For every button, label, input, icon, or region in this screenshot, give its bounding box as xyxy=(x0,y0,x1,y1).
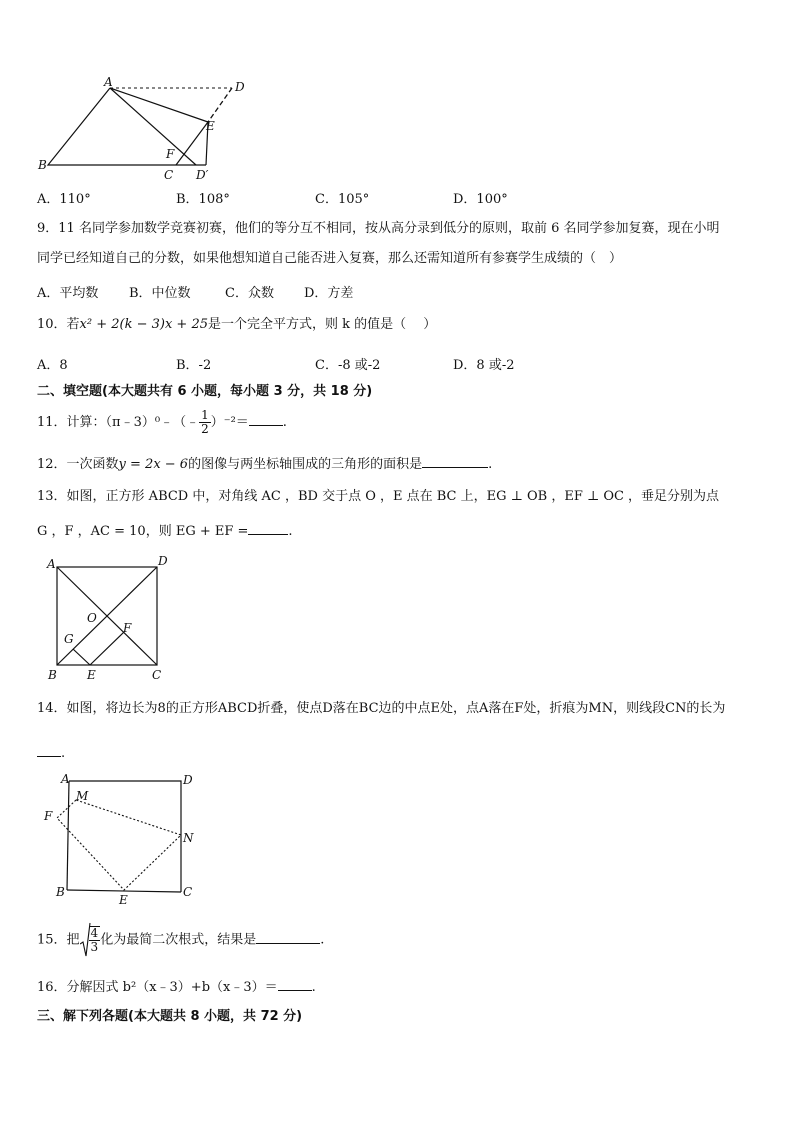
square-left xyxy=(67,781,69,890)
q9-option-c: C．众数 xyxy=(225,286,274,301)
q12-prefix: 12．一次函数 xyxy=(37,457,119,472)
label-b: B xyxy=(48,668,57,682)
label-b: B xyxy=(56,885,65,899)
q8-figure xyxy=(30,76,260,186)
label-a: A xyxy=(47,557,56,571)
q8-option-d: D．100° xyxy=(453,192,508,207)
radical-sign-icon xyxy=(80,922,91,958)
label-c: C xyxy=(164,168,174,182)
ce-line xyxy=(176,122,208,165)
label-f: F xyxy=(44,809,53,823)
folded-quadrilateral xyxy=(57,800,181,890)
q9-option-a: A．平均数 xyxy=(37,286,99,301)
q12-line xyxy=(37,453,492,474)
section-3-heading: 三、解下列各题(本大题共 8 小题，共 72 分) xyxy=(37,1009,303,1024)
label-c: C xyxy=(152,668,162,682)
section-2-heading: 二、填空题(本大题共有 6 小题，每小题 3 分，共 18 分) xyxy=(37,384,373,399)
q12-expression: y = 2x − 6 xyxy=(118,457,189,472)
q14-end: . xyxy=(61,746,66,761)
q10-expression: x² + 2(k − 3)x + 25 xyxy=(79,317,208,332)
de-dashed-line xyxy=(208,88,232,122)
q16-text: 16．分解因式 b²（x﹣3）+b（x﹣3）＝ xyxy=(37,980,278,995)
q10-suffix: 是一个完全平方式，则 k 的值是（ ） xyxy=(208,317,437,332)
label-f: F xyxy=(123,621,132,635)
q13-figure xyxy=(40,555,175,685)
ad-prime-line xyxy=(110,88,196,165)
q8-option-a: A．110° xyxy=(37,192,91,207)
q16-line xyxy=(37,976,316,997)
q8-option-c: C．105° xyxy=(315,192,370,207)
q15-answer-blank[interactable] xyxy=(256,929,320,944)
q13-line1: 13．如图，正方形 ABCD 中，对角线 AC ，BD 交于点 O ，E 点在 BC 上，EG ⊥ OB ，EF ⊥ OC ，垂足分别为点 xyxy=(37,489,720,504)
q15-radical xyxy=(80,922,101,958)
q10-line xyxy=(37,316,436,334)
segment-ef xyxy=(90,632,124,665)
q14-answer-blank[interactable] xyxy=(37,742,61,757)
ae-line xyxy=(110,88,208,122)
q9-line1: 9．11 名同学参加数学竞赛初赛，他们的等分互不相同，按从高分录到低分的原则，取前 6 名同学参加复赛，现在小明 xyxy=(37,221,720,236)
q10-option-b: B．-2 xyxy=(176,358,212,373)
label-o: O xyxy=(87,611,97,625)
q9-line2: 同学已经知道自己的分数，如果他想知道自己能否进入复赛，那么还需知道所有参赛学生成绩的（ ） xyxy=(37,251,623,266)
q11-line xyxy=(37,409,287,437)
q11-end: . xyxy=(282,415,287,430)
q12-answer-blank[interactable] xyxy=(422,453,488,468)
label-d: D xyxy=(183,773,193,787)
label-b: B xyxy=(38,158,47,172)
q14-line1: 14．如图，将边长为8的正方形ABCD折叠，使点D落在BC边的中点E处，点A落在F处，折痕为MN，则线段CN的长为 xyxy=(37,701,726,716)
q13-line2 xyxy=(37,520,293,541)
q16-answer-blank[interactable] xyxy=(278,976,312,991)
q11-prefix: 11．计算：（π﹣3）⁰﹣（﹣ xyxy=(37,415,200,430)
label-a: A xyxy=(104,76,113,89)
q8-option-b: B．108° xyxy=(176,192,230,207)
q10-option-d: D．8 或-2 xyxy=(453,358,515,373)
q15-prefix: 15．把 xyxy=(37,932,80,948)
q15-numerator: 4 xyxy=(90,925,99,940)
q13-end: . xyxy=(288,524,293,539)
q15-denominator: 3 xyxy=(90,939,99,954)
q10-option-a: A．8 xyxy=(37,358,68,373)
q11-answer-blank[interactable] xyxy=(249,411,283,426)
label-e: E xyxy=(119,893,128,907)
q10-option-c: C．-8 或-2 xyxy=(315,358,381,373)
q15-end: . xyxy=(320,932,325,948)
label-m: M xyxy=(76,789,89,803)
label-d-prime: D′ xyxy=(196,168,209,182)
label-f: F xyxy=(166,147,175,161)
q11-suffix: ）⁻²＝ xyxy=(210,415,249,430)
q14-line2 xyxy=(37,742,65,763)
label-d: D xyxy=(158,555,168,568)
label-e: E xyxy=(206,119,215,133)
q12-end: . xyxy=(488,457,493,472)
q15-line xyxy=(37,922,324,962)
q11-numerator: 1 xyxy=(201,408,209,422)
q16-end: . xyxy=(311,980,316,995)
label-g: G xyxy=(64,632,74,646)
label-d: D xyxy=(235,80,245,94)
parallelogram-sides xyxy=(48,88,176,165)
q11-fraction xyxy=(199,409,211,436)
q9-option-d: D．方差 xyxy=(304,286,354,301)
q13-answer-blank[interactable] xyxy=(248,520,288,535)
label-c: C xyxy=(183,885,193,899)
q13-line2-text: G ，F ，AC = 10，则 EG + EF = xyxy=(37,524,249,539)
label-e: E xyxy=(87,668,96,682)
q10-prefix: 10．若 xyxy=(37,317,80,332)
q15-suffix: 化为最简二次根式，结果是 xyxy=(100,932,257,948)
label-a: A xyxy=(61,772,70,786)
segment-eg xyxy=(73,649,90,665)
q9-option-b: B．中位数 xyxy=(129,286,191,301)
q11-denominator: 2 xyxy=(201,422,209,436)
label-n: N xyxy=(183,831,194,845)
q12-suffix: 的图像与两坐标轴围成的三角形的面积是 xyxy=(188,457,423,472)
q14-figure xyxy=(40,770,200,910)
